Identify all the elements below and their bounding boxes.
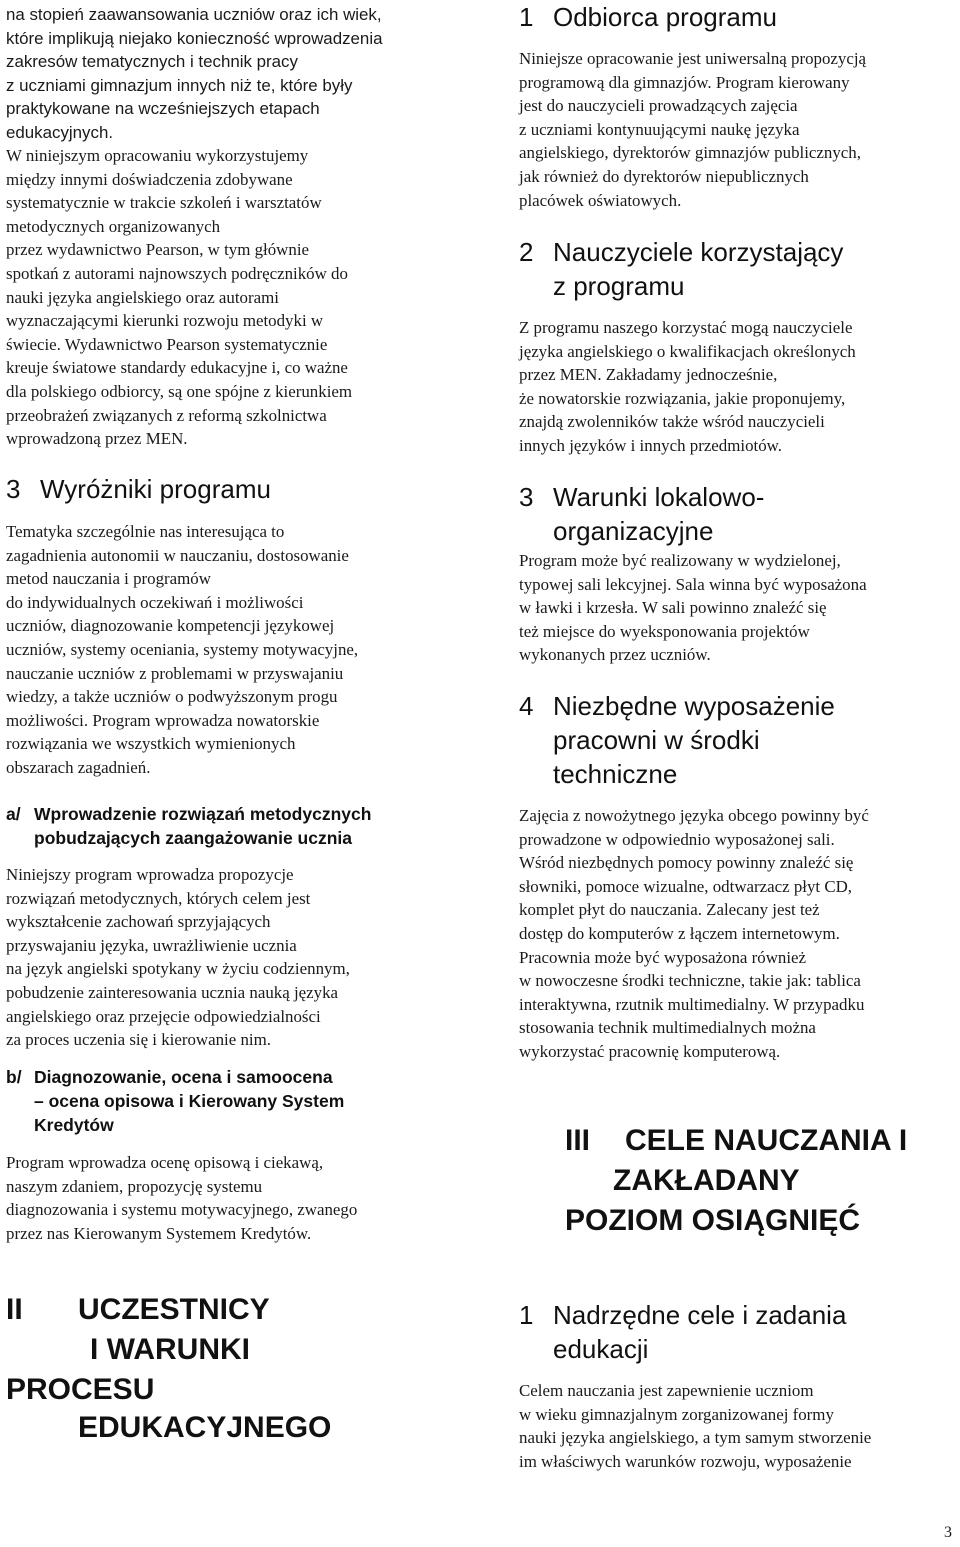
section-text-wyrozniki: Tematyka szczególnie nas interesująca to zagadnienia autonomii w nauczaniu, dostosowanie metod nauczania i programów do indywidualnych oczekiwań i możliwości uczniów, diagnozowanie kompetencji językowej uczniów, systemy oceniania, systemy motywacyjne, nauczanie uczniów z problemami w przyswajaniu wiedzy, a także uczniów o podwyższonym progu możliwości. Program wprowadza nowatorskie rozwiązania we wszystkich wymienionych obszarach zagadnień. bbox=[6, 522, 359, 777]
section-heading-nauczyciele: 2 Nauczyciele korzystający z programu bbox=[519, 237, 844, 301]
section-text-warunki: Program może być realizowany w wydzielonej, typowej sali lekcyjnej. Sala winna być wyposażona w ławki i krzesła. W sali powinno znaleźć się też miejsce do wyeksponowania projektów wykonanych przez uczniów. bbox=[519, 551, 867, 665]
subsection-heading-b: b/ Diagnozowanie, ocena i samoocena – ocena opisowa i Kierowany System Kredytów bbox=[6, 1067, 345, 1135]
section-heading-wyrozniki: 3 Wyróżniki programu bbox=[6, 474, 271, 504]
section-text-odbiorca: Niniejsze opracowanie jest uniwersalną propozycją programową dla gimnazjów. Program kierowany jest do nauczycieli prowadzących zajęcia z uczniami kontynuującymi naukę języka angielskiego, dyrektorów gimnazjów publicznych, jak również do dyrektorów niepublicznych placówek oświatowych. bbox=[519, 49, 867, 210]
chapter-line: CELE NAUCZANIA I bbox=[625, 1124, 908, 1157]
chapter-roman-ii: II bbox=[6, 1293, 23, 1326]
intro-paragraph-pearson: W niniejszym opracowaniu wykorzystujemy między innymi doświadczenia zdobywane systematycznie w trakcie szkoleń i warsztatów metodycznych organizowanych przez wydawnictwo Pearson, w tym głównie spotkań z autorami najnowszych podręczników do nauki języka angielskiego oraz autorami wyznaczającymi kierunki rozwoju metodyki w świecie. Wydawnictwo Pearson systematycznie kreuje światowe standardy edukacyjne i, co ważne dla polskiego odbiorcy, są one spójne z kierunkiem przeobrażeń związanych z reformą szkolnictwa wprowadzoną przez MEN. bbox=[6, 146, 353, 449]
section-heading-cele: 1 Nadrzędne cele i zadania edukacji bbox=[519, 1300, 847, 1364]
chapter-line: UCZESTNICY bbox=[78, 1293, 270, 1326]
section-text-wyposazenie: Zajęcia z nowożytnego języka obcego powinny być prowadzone w odpowiednio wyposażonej sali. Wśród niezbędnych pomocy powinny znaleźć się słowniki, pomoce wizualne, odtwarzacz płyt CD, komplet płyt do nauczania. Zalecany jest też dostęp do komputerów z łączem internetowym. Pracownia może być wyposażona również w nowoczesne środki techniczne, takie jak: tablica interaktywna, rzutnik multimedialny. W przypadku stosowania technik multimedialnych można wykorzystać pracownię komputerową. bbox=[519, 806, 869, 1061]
subsection-text-b: Program wprowadza ocenę opisową i ciekawą, naszym zdaniem, propozycję systemu diagnozowania i systemu motywacyjnego, zwanego przez nas Kierowanym Systemem Kredytów. bbox=[6, 1153, 358, 1243]
section-text-nauczyciele: Z programu naszego korzystać mogą nauczyciele języka angielskiego o kwalifikacjach określonych przez MEN. Zakładamy jednocześnie, że nowatorskie rozwiązania, jakie proponujemy, znajdą zwolenników także wśród nauczycieli innych języków i innych przedmiotów. bbox=[519, 318, 856, 455]
section-heading-wyposazenie: 4 Niezbędne wyposażenie pracowni w środki techniczne bbox=[519, 691, 835, 789]
chapter-line: I WARUNKI bbox=[90, 1333, 250, 1366]
subsection-text-a: Niniejszy program wprowadza propozycje rozwiązań metodycznych, których celem jest wykształcenie zachowań sprzyjających przyswajaniu języka, uwrażliwienie ucznia na język angielski spotykany w życiu codziennym, pobudzenie zainteresowania ucznia nauką języka angielskiego oraz przejęcie odpowiedzialności za proces uczenia się i kierowanie nim. bbox=[6, 865, 350, 1050]
section-heading-warunki: 3 Warunki lokalowo- organizacyjne bbox=[519, 482, 765, 546]
section-text-cele: Celem nauczania jest zapewnienie uczniom w wieku gimnazjalnym zorganizowanej formy nauki języka angielskiego, a tym samym stworzenie im właściwych warunków rozwoju, wyposażenie bbox=[519, 1381, 872, 1471]
section-heading-odbiorca: 1 Odbiorca programu bbox=[519, 2, 777, 32]
chapter-roman-iii: III bbox=[565, 1124, 591, 1157]
intro-paragraph: na stopień zaawansowania uczniów oraz ich wiek, które implikują niejako konieczność wprowadzenia zakresów tematycznych i technik pracy z uczniami gimnazjum innych niż te, które były praktykowane na wcześniejszych etapach edukacyjnych. bbox=[6, 5, 383, 142]
page-number: 3 bbox=[944, 1524, 952, 1541]
chapter-line: ZAKŁADANY bbox=[613, 1164, 800, 1197]
chapter-line: PROCESU bbox=[6, 1373, 155, 1406]
chapter-line: POZIOM OSIĄGNIĘĆ bbox=[565, 1204, 861, 1237]
subsection-heading-a: a/ Wprowadzenie rozwiązań metodycznych pobudzających zaangażowanie ucznia bbox=[6, 804, 372, 848]
chapter-line: EDUKACYJNEGO bbox=[78, 1411, 332, 1444]
